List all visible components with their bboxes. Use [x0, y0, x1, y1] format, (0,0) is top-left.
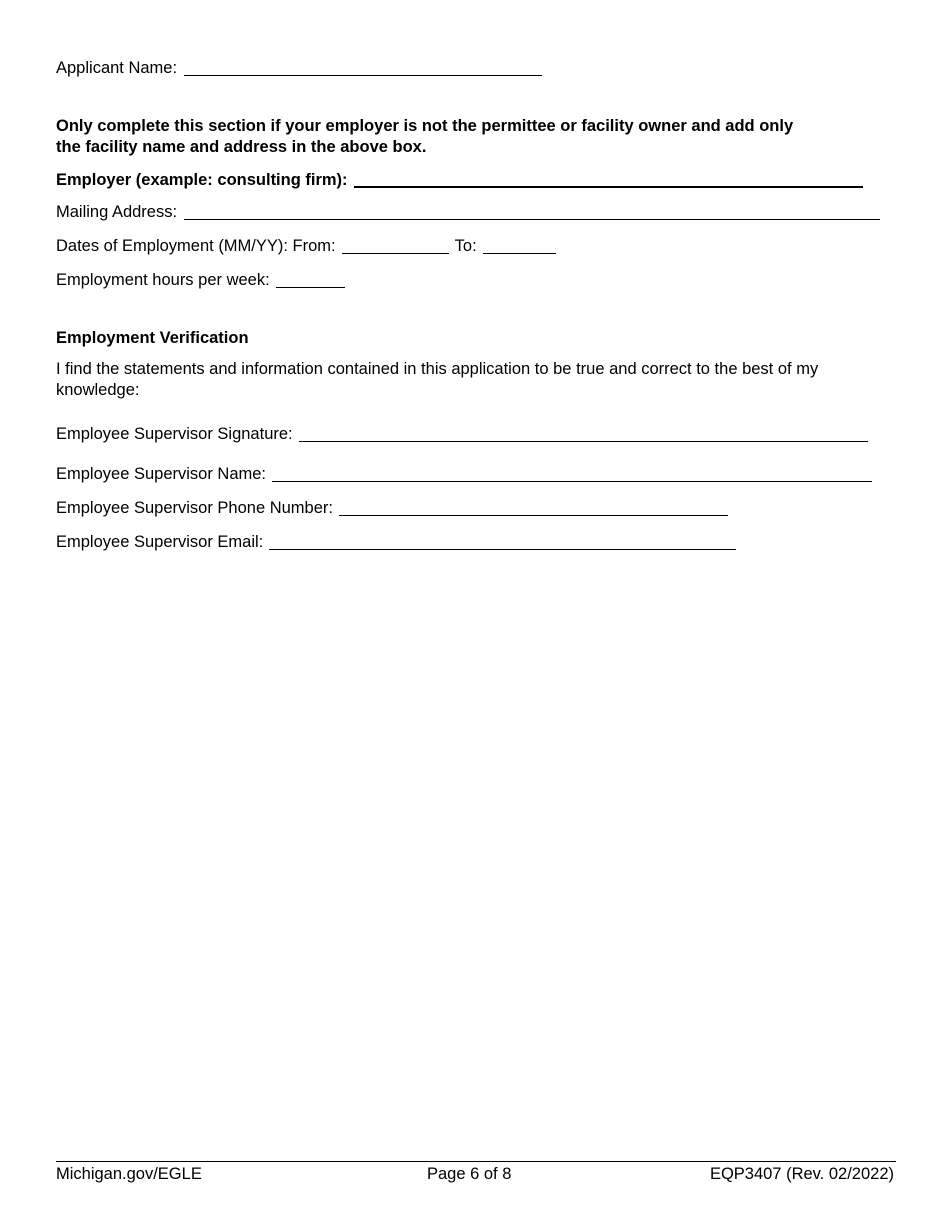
supervisor-phone-label: Employee Supervisor Phone Number:	[56, 499, 333, 517]
dates-from-input[interactable]	[342, 235, 449, 254]
employer-section-instruction	[56, 116, 793, 158]
employment-hours-label: Employment hours per week:	[56, 271, 270, 289]
applicant-name-row	[56, 57, 542, 78]
instruction-line-2: the facility name and address in the above box.	[56, 138, 427, 156]
verification-statement	[56, 359, 818, 401]
mailing-address-label: Mailing Address:	[56, 203, 178, 221]
footer-divider	[56, 1161, 896, 1162]
supervisor-email-row	[56, 531, 736, 552]
supervisor-email-input[interactable]	[269, 531, 736, 550]
employment-verification-heading: Employment Verification	[56, 329, 249, 347]
supervisor-phone-row	[56, 497, 728, 518]
supervisor-name-input[interactable]	[272, 463, 872, 482]
supervisor-email-label: Employee Supervisor Email:	[56, 533, 264, 551]
dates-to-label: To:	[454, 237, 477, 255]
applicant-name-input[interactable]	[184, 57, 542, 76]
dates-to-input[interactable]	[483, 235, 556, 254]
verification-statement-line-2: knowledge:	[56, 381, 140, 399]
mailing-address-input[interactable]	[184, 201, 880, 220]
verification-statement-line-1: I find the statements and information contained in this application to be true and correct to the best of my	[56, 360, 819, 378]
applicant-name-label: Applicant Name:	[56, 59, 178, 77]
supervisor-signature-row	[56, 423, 868, 444]
employment-hours-input[interactable]	[276, 269, 345, 288]
employer-label: Employer (example: consulting firm):	[56, 171, 348, 189]
footer-page-number: Page 6 of 8	[427, 1165, 512, 1183]
mailing-address-row	[56, 201, 880, 222]
supervisor-signature-label: Employee Supervisor Signature:	[56, 425, 293, 443]
employer-input[interactable]	[354, 168, 863, 188]
dates-of-employment-row	[56, 235, 556, 256]
employer-row	[56, 168, 863, 190]
dates-from-label: Dates of Employment (MM/YY): From:	[56, 237, 336, 255]
supervisor-signature-input[interactable]	[299, 423, 868, 442]
supervisor-name-row	[56, 463, 872, 484]
employment-hours-row	[56, 269, 345, 290]
instruction-line-1: Only complete this section if your employer is not the permittee or facility owner and add only	[56, 117, 794, 135]
supervisor-name-label: Employee Supervisor Name:	[56, 465, 267, 483]
footer-website: Michigan.gov/EGLE	[56, 1165, 202, 1183]
supervisor-phone-input[interactable]	[339, 497, 728, 516]
footer-form-id: EQP3407 (Rev. 02/2022)	[709, 1165, 894, 1183]
